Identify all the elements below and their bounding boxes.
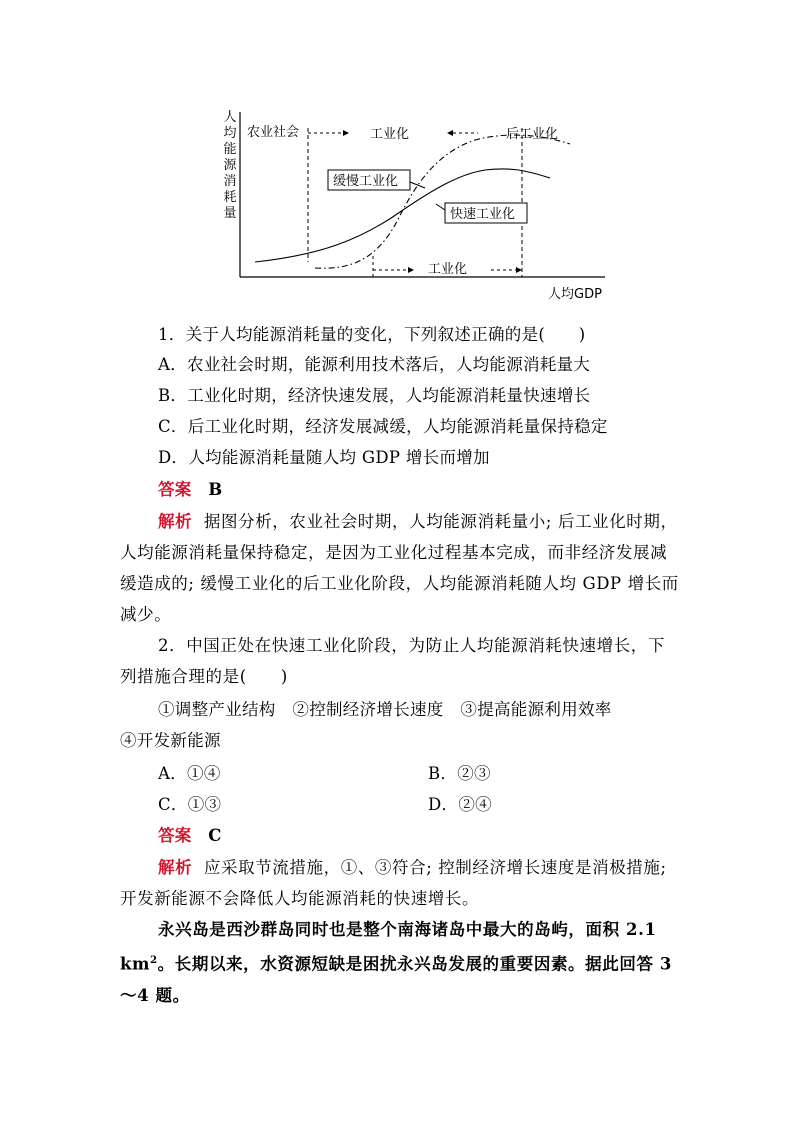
analysis-text: 应采取节流措施，①、③符合; 控制经济增长速度是消极措施; 开发新能源不会降低人均能源消耗的快速增长。 bbox=[120, 858, 667, 908]
passage-text-2: 。长期以来，水资源短缺是困扰永兴岛发展的重要因素。据此回答 3～4 题。 bbox=[120, 954, 672, 1005]
q2-answer bbox=[158, 826, 222, 846]
label-agricultural: 农业社会 bbox=[247, 125, 300, 140]
label-fast: 快速工业化 bbox=[450, 207, 516, 222]
q2-stem-text: 2．中国正处在快速工业化阶段，为防止人均能源消耗快速增长，下列措施合理的是( ) bbox=[120, 636, 665, 686]
y-axis-label-char: 消 bbox=[223, 174, 237, 189]
q1-answer bbox=[158, 480, 223, 500]
analysis-text: 据图分析，农业社会时期，人均能源消耗量小; 后工业化时期，人均能源消耗量保持稳定，是因为工业化过程基本完成，而非经济发展减缓造成的; 缓慢工业化的后工业化阶段，人均能源消耗随人均 GDP 增长而减少。 bbox=[120, 512, 679, 624]
y-axis-label-char: 耗 bbox=[223, 190, 237, 205]
q2-option-c: C．①③ bbox=[158, 795, 222, 814]
y-axis-label-char: 能 bbox=[223, 142, 237, 157]
q1-option-c: C．后工业化时期，经济发展减缓，人均能源消耗量保持稳定 bbox=[158, 417, 608, 436]
label-post-industrialization: 后工业化 bbox=[506, 127, 559, 142]
answer-value: C bbox=[208, 826, 222, 845]
q1-analysis bbox=[120, 506, 680, 630]
passage-text-1: 永兴岛是西沙群岛同时也是整个南海诸岛中最大的岛屿，面积 2.1 km bbox=[120, 920, 657, 974]
q1-option-b: B．工业化时期，经济快速发展，人均能源消耗量快速增长 bbox=[158, 386, 591, 405]
passage bbox=[120, 914, 680, 1011]
q2-option-d: D．②④ bbox=[428, 795, 492, 814]
fast-curve bbox=[315, 135, 570, 268]
energy-consumption-figure bbox=[210, 100, 620, 305]
y-axis-label-char: 源 bbox=[223, 158, 237, 173]
q2-option-a: A．①④ bbox=[158, 764, 221, 783]
q2-stem bbox=[120, 630, 680, 692]
y-axis-label-char: 均 bbox=[223, 126, 237, 141]
q2-measures-line2: ④开发新能源 bbox=[120, 731, 221, 750]
label-bottom-industrialization: 工业化 bbox=[428, 262, 468, 277]
q1-option-d: D．人均能源消耗量随人均 GDP 增长而增加 bbox=[158, 448, 490, 467]
figure-svg bbox=[210, 100, 620, 305]
q2-option-b: B．②③ bbox=[428, 764, 491, 783]
x-axis-label: 人均GDP bbox=[548, 287, 602, 302]
label-industrialization: 工业化 bbox=[370, 127, 410, 142]
q1-stem: 1．关于人均能源消耗量的变化，下列叙述正确的是( ) bbox=[158, 325, 586, 344]
analysis-label: 解析 bbox=[158, 512, 193, 531]
passage-superscript: 2 bbox=[150, 955, 158, 966]
analysis-label: 解析 bbox=[158, 858, 193, 877]
answer-value: B bbox=[208, 480, 223, 499]
answer-label: 答案 bbox=[158, 480, 192, 499]
q2-analysis bbox=[120, 852, 680, 914]
y-axis-label-char: 人 bbox=[223, 110, 237, 125]
y-axis-label-char: 量 bbox=[223, 206, 237, 221]
q1-option-a: A．农业社会时期，能源利用技术落后，人均能源消耗量大 bbox=[158, 355, 591, 374]
answer-label: 答案 bbox=[158, 826, 192, 845]
label-slow: 缓慢工业化 bbox=[333, 174, 399, 189]
q2-measures-line1: ①调整产业结构 ②控制经济增长速度 ③提高能源利用效率 bbox=[158, 700, 612, 719]
